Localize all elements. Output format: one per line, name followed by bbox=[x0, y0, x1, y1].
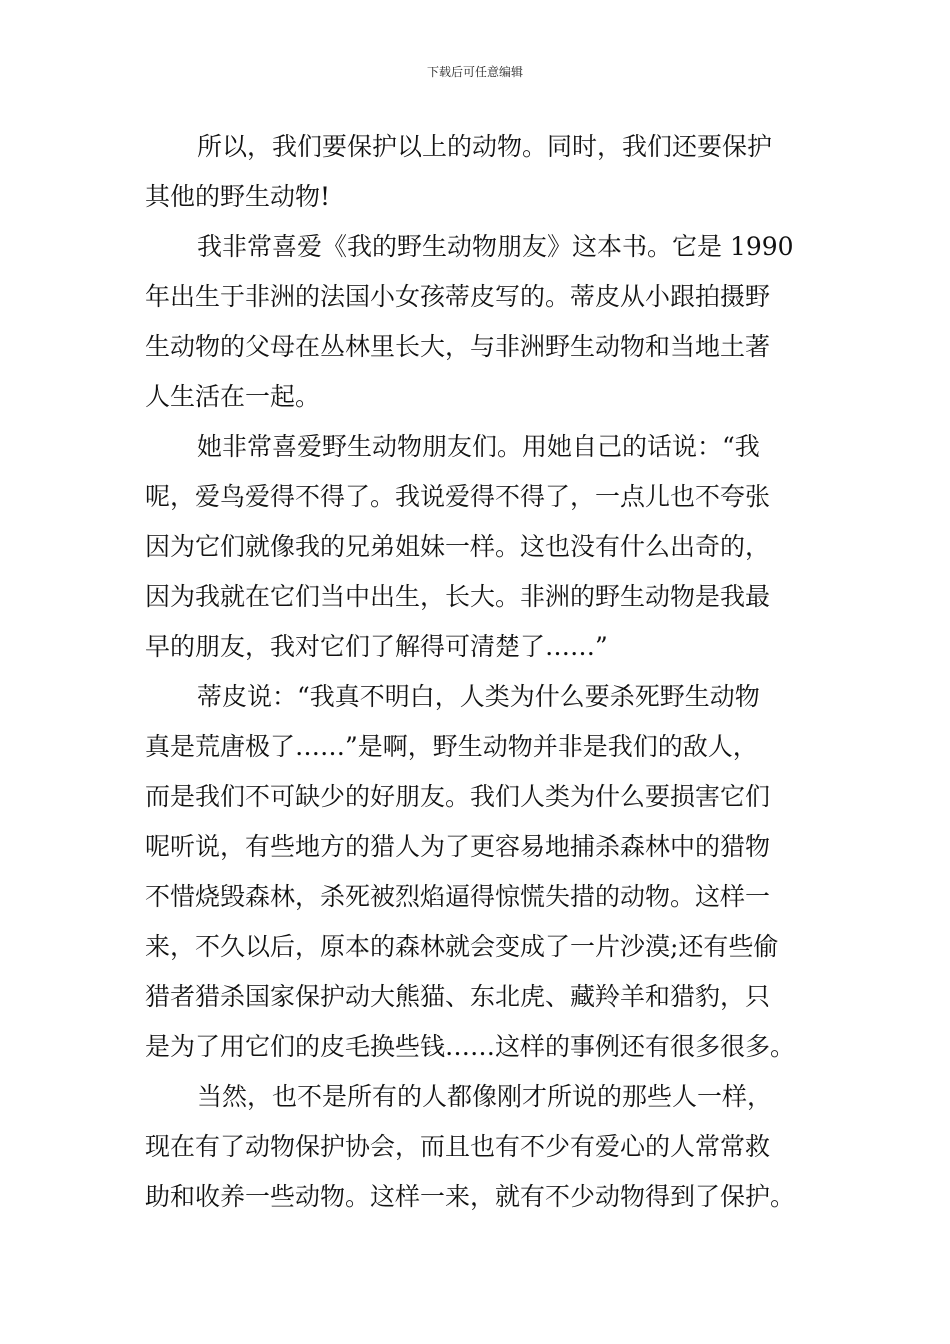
text-line: 现在有了动物保护协会，而且也有不少有爱心的人常常救 bbox=[145, 1132, 771, 1161]
text-line: 因为我就在它们当中出生，长大。非洲的野生动物是我最 bbox=[145, 582, 771, 611]
text-line: 所以，我们要保护以上的动物。同时，我们还要保护 bbox=[197, 132, 773, 161]
text-line: 是为了用它们的皮毛换些钱……这样的事例还有很多很多。 bbox=[145, 1032, 796, 1061]
text-line: 人生活在一起。 bbox=[145, 382, 321, 411]
text-line: 而是我们不可缺少的好朋友。我们人类为什么要损害它们 bbox=[145, 782, 771, 811]
text-line: 呢，爱鸟爱得不得了。我说爱得不得了，一点儿也不夸张 bbox=[145, 482, 771, 511]
text-line: 不惜烧毁森林，杀死被烈焰逼得惊慌失措的动物。这样一 bbox=[145, 882, 771, 911]
text-line: 来，不久以后，原本的森林就会变成了一片沙漠;还有些偷 bbox=[145, 932, 779, 961]
text-line: 我非常喜爱《我的野生动物朋友》这本书。它是 1990 bbox=[197, 232, 794, 261]
text-line: 当然，也不是所有的人都像刚才所说的那些人一样， bbox=[197, 1082, 773, 1111]
text-line: 早的朋友，我对它们了解得可清楚了……” bbox=[145, 632, 608, 661]
page-header: 下载后可任意编辑 bbox=[426, 65, 523, 79]
paragraph bbox=[145, 1072, 809, 1222]
text-line: 生动物的父母在丛林里长大，与非洲野生动物和当地土著 bbox=[145, 332, 771, 361]
paragraph bbox=[145, 422, 809, 672]
text-line: 助和收养一些动物。这样一来，就有不少动物得到了保护。 bbox=[145, 1182, 796, 1211]
paragraph bbox=[145, 222, 809, 422]
document-body bbox=[145, 122, 809, 1222]
text-line: 猎者猎杀国家保护动大熊猫、东北虎、藏羚羊和猎豹，只 bbox=[145, 982, 771, 1011]
text-line: 因为它们就像我的兄弟姐妹一样。这也没有什么出奇的， bbox=[145, 532, 771, 561]
paragraph bbox=[145, 122, 809, 222]
text-line: 年出生于非洲的法国小女孩蒂皮写的。蒂皮从小跟拍摄野 bbox=[145, 282, 771, 311]
text-line: 她非常喜爱野生动物朋友们。用她自己的话说：“我 bbox=[197, 432, 760, 461]
text-line: 真是荒唐极了……”是啊，野生动物并非是我们的敌人， bbox=[145, 732, 758, 761]
paragraph bbox=[145, 672, 809, 1072]
text-line: 其他的野生动物! bbox=[145, 182, 331, 211]
text-line: 呢听说，有些地方的猎人为了更容易地捕杀森林中的猎物 bbox=[145, 832, 771, 861]
text-line: 蒂皮说：“我真不明白，人类为什么要杀死野生动物 bbox=[197, 682, 760, 711]
